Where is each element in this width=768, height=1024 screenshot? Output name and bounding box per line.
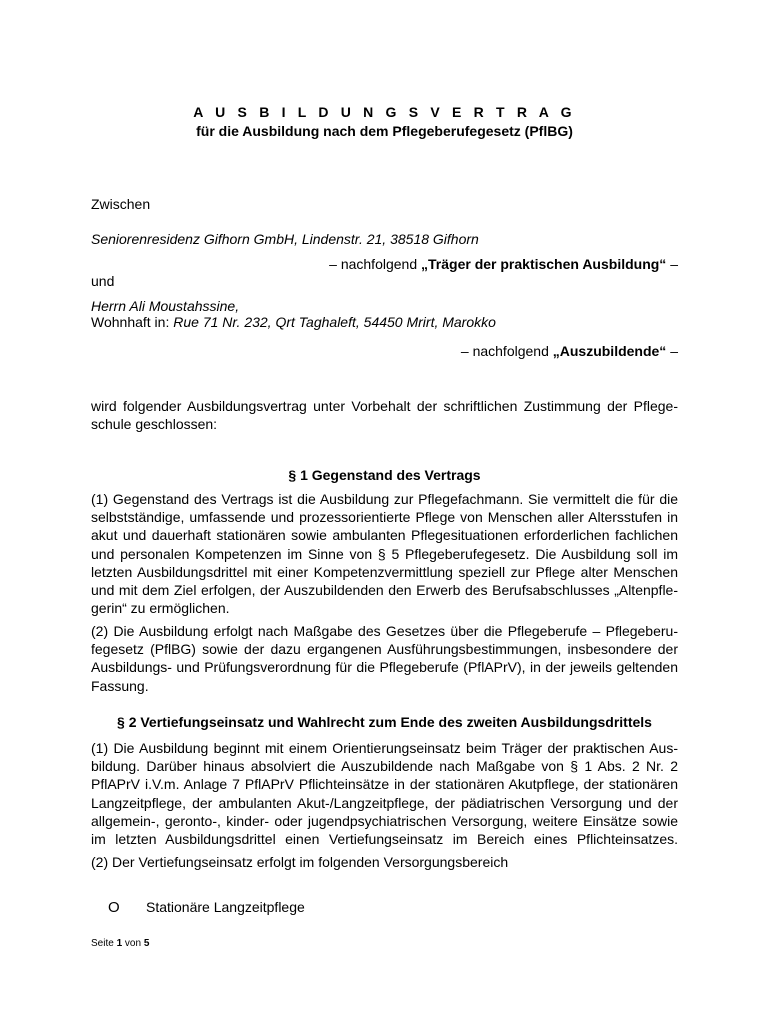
employer-address: Seniorenresidenz Gifhorn GmbH, Lindenstr. 21, 38518 Gifhorn [91, 231, 479, 247]
text-line: letzten Ausbildungsdrittel mit einer Kompetenzvermittlung speziell zur Pflege alter Menschen [91, 563, 678, 580]
contract-subtitle: für die Ausbildung nach dem Pflegeberufegesetz (PflBG) [196, 123, 573, 139]
page-current: 1 [116, 938, 123, 949]
page-mid: von [122, 938, 144, 949]
care-area-option[interactable] [108, 899, 608, 916]
page-total: 5 [143, 938, 150, 949]
intro-paragraph [91, 397, 678, 433]
and-label: und [91, 273, 115, 289]
employer-role [91, 256, 678, 273]
section-1-paragraph-2 [91, 622, 678, 695]
option-checkbox-mark[interactable]: O [108, 899, 120, 916]
text-line: (2) Die Ausbildung erfolgt nach Maßgabe des Gesetzes über die Pflegeberufe – Pflegeberu- [91, 623, 678, 639]
trainee-name: Herrn Ali Moustahssine, [91, 298, 240, 314]
employer-role-suffix: – [666, 256, 678, 272]
section-2-paragraph-1 [91, 739, 678, 848]
text-line: allgemein-, geronto-, kinder- oder jugendpsychiatrischen Versorgung, weitere Einsätze sowie [91, 812, 678, 829]
text-line: selbstständige, umfassende und prozessorientierte Pflege von Menschen aller Altersstufen in [91, 509, 678, 526]
section-2-paragraph-2: (2) Der Vertiefungseinsatz erfolgt im folgenden Versorgungsbereich [91, 854, 509, 870]
text-line: (1) Die Ausbildung beginnt mit einem Orientierungseinsatz beim Träger der praktischen Aus- [91, 740, 678, 756]
trainee-role-prefix: – nachfolgend [460, 343, 553, 359]
residence-label: Wohnhaft in: [91, 314, 174, 330]
intro-line: wird folgender Ausbildungsvertrag unter Vorbehalt der schriftlichen Zustimmung der Pflege- [91, 398, 678, 414]
text-line: akut und dauerhaft stationären sowie ambulanten Pflegesituationen erforderlichen fachlichen [91, 527, 678, 544]
text-line: und mit dem Ziel erfolgen, der Auszubildenden den Erwerb des Berufsabschlusses „Altenpfle- [91, 582, 678, 599]
text-line: PflAPrV i.V.m. Anlage 7 PflAPrV Pflichteinsätze in der stationären Akutpflege, der stationären [91, 776, 678, 793]
section-2-heading: § 2 Vertiefungseinsatz und Wahlrecht zum Ende des zweiten Ausbildungsdrittels [117, 714, 652, 730]
text-line: (1) Gegenstand des Vertrags ist die Ausbildung zur Pflegefachmann. Sie vermittelt die für die [91, 491, 678, 507]
text-line: Ausbildungs- und Prüfungsverordnung für die Pflegeberufe (PflAPrV), in der jeweils geltenden [91, 659, 678, 676]
residence-value: Rue 71 Nr. 232, Qrt Taghaleft, 54450 Mrirt, Marokko [173, 314, 496, 330]
section-1-paragraph-1 [91, 490, 678, 617]
employer-role-name: „Träger der praktischen Ausbildung“ [421, 256, 667, 272]
employer-role-prefix: – nachfolgend [329, 256, 421, 272]
text-line: Fassung. [91, 677, 149, 694]
text-line: bildung. Darüber hinaus absolviert die Auszubildende nach Maßgabe von § 1 Abs. 2 Nr. 2 [91, 758, 678, 775]
section-1-heading: § 1 Gegenstand des Vertrags [288, 467, 481, 483]
text-line: gerin“ zu ermöglichen. [91, 600, 230, 617]
intro-line: schule geschlossen: [91, 416, 218, 433]
page-prefix: Seite [91, 938, 117, 949]
page-number-footer [91, 938, 149, 950]
trainee-role-name: „Auszubildende“ [552, 343, 667, 359]
text-line: fegesetz (PflBG) sowie der dazu ergangenen Ausführungsbestimmungen, insbesondere der [91, 641, 678, 658]
text-line: im letzten Ausbildungsdrittel einen Vertiefungseinsatz im Bereich eines Pflichteinsatzes. [91, 831, 678, 848]
contract-title: A U S B I L D U N G S V E R T R A G [193, 104, 576, 120]
text-line: Langzeitpflege, der ambulanten Akut-/Langzeitpflege, der pädiatrischen Versorgung und der [91, 794, 678, 811]
trainee-role-suffix: – [666, 343, 678, 359]
option-label: Stationäre Langzeitpflege [146, 899, 305, 915]
between-label: Zwischen [91, 196, 151, 212]
text-line: und personalen Kompetenzen im Sinne von § 5 Pflegeberufegesetz. Die Ausbildung soll im [91, 545, 678, 562]
trainee-role [91, 343, 678, 360]
trainee-residence [91, 314, 678, 331]
